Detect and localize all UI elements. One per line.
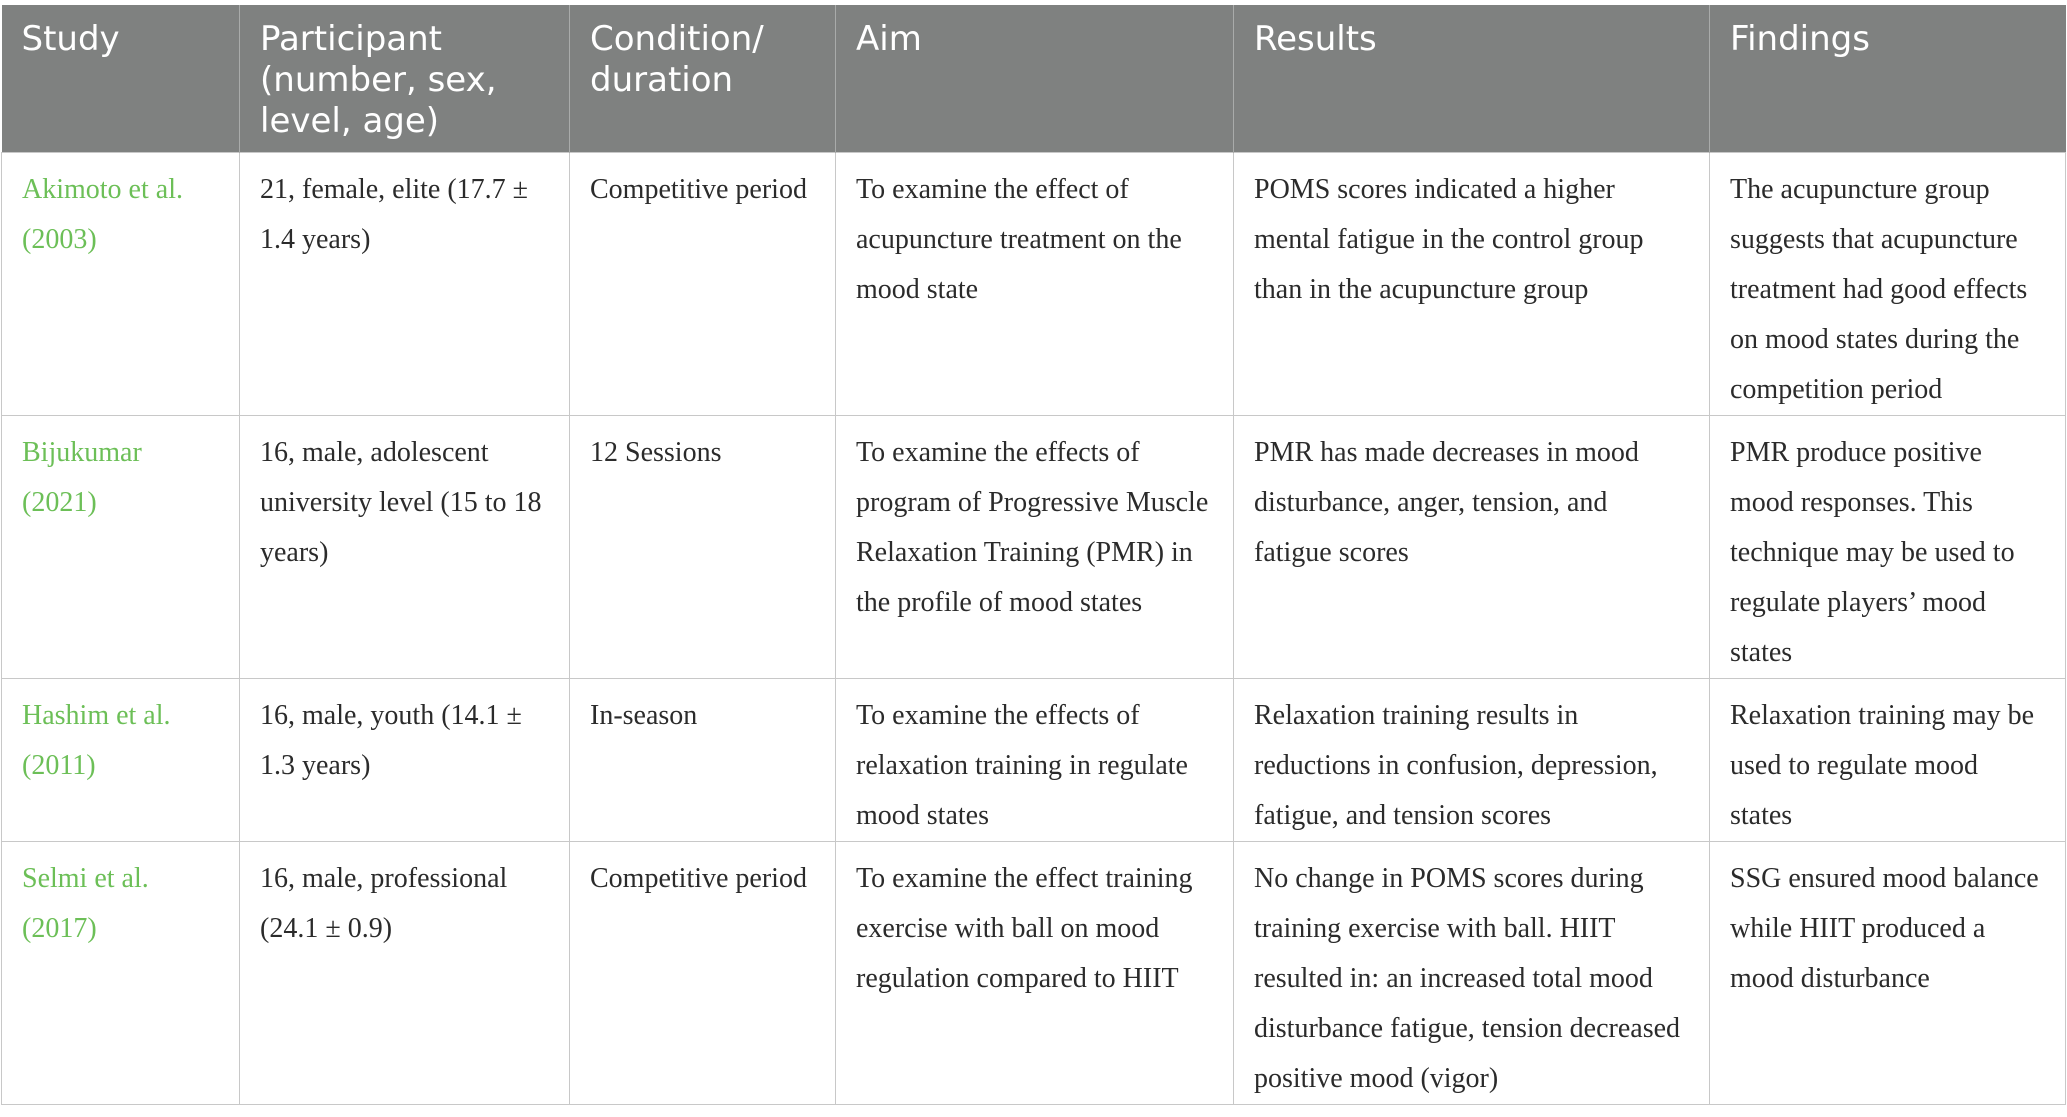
header-findings: Findings [1710,5,2066,153]
table-row [2,416,2066,679]
table-row [2,842,2066,1105]
findings-cell: PMR produce positive mood responses. This technique may be used to regulate players’ mood states [1710,416,2066,679]
findings-cell: Relaxation training may be used to regulate mood states [1710,679,2066,842]
header-condition: Condition/ duration [570,5,836,153]
findings-cell: The acupuncture group suggests that acupuncture treatment had good effects on mood states during the competition period [1710,153,2066,416]
table-row [2,153,2066,416]
results-cell: No change in POMS scores during training exercise with ball. HIIT resulted in: an increased total mood disturbance fatigue, tension decreased positive mood (vigor) [1234,842,1710,1105]
results-cell: Relaxation training results in reductions in confusion, depression, fatigue, and tension scores [1234,679,1710,842]
participant-cell: 16, male, youth (14.1 ± 1.3 years) [240,679,570,842]
aim-cell: To examine the effects of program of Progressive Muscle Relaxation Training (PMR) in the profile of mood states [836,416,1234,679]
participant-cell: 16, male, adolescent university level (15 to 18 years) [240,416,570,679]
study-link[interactable]: Hashim et al. (2011) [2,679,240,842]
results-cell: POMS scores indicated a higher mental fatigue in the control group than in the acupuncture group [1234,153,1710,416]
aim-cell: To examine the effect of acupuncture treatment on the mood state [836,153,1234,416]
participant-cell: 16, male, professional (24.1 ± 0.9) [240,842,570,1105]
study-link[interactable]: Bijukumar (2021) [2,416,240,679]
aim-cell: To examine the effects of relaxation training in regulate mood states [836,679,1234,842]
header-participant: Participant (number, sex, level, age) [240,5,570,153]
studies-table [1,5,2066,1105]
aim-cell: To examine the effect training exercise with ball on mood regulation compared to HIIT [836,842,1234,1105]
condition-cell: Competitive period [570,153,836,416]
study-link[interactable]: Selmi et al. (2017) [2,842,240,1105]
header-study: Study [2,5,240,153]
results-cell: PMR has made decreases in mood disturbance, anger, tension, and fatigue scores [1234,416,1710,679]
header-aim: Aim [836,5,1234,153]
condition-cell: 12 Sessions [570,416,836,679]
study-link[interactable]: Akimoto et al. (2003) [2,153,240,416]
participant-cell: 21, female, elite (17.7 ± 1.4 years) [240,153,570,416]
findings-cell: SSG ensured mood balance while HIIT produced a mood disturbance [1710,842,2066,1105]
condition-cell: Competitive period [570,842,836,1105]
header-results: Results [1234,5,1710,153]
table-header-row [2,5,2066,153]
condition-cell: In-season [570,679,836,842]
table-row [2,679,2066,842]
